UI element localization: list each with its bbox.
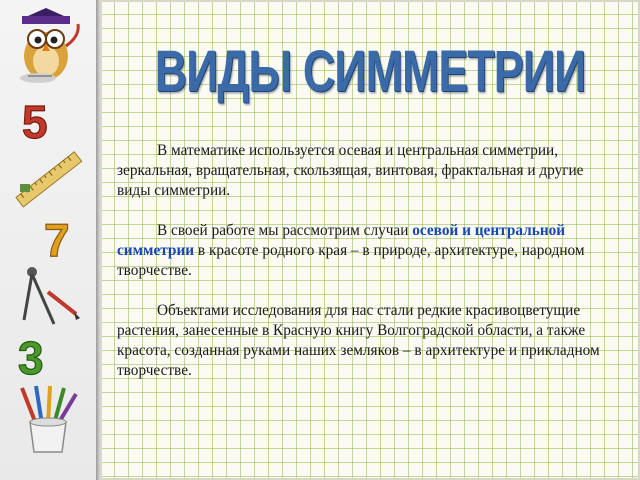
- digit-seven: [40, 212, 84, 262]
- compass-icon: [14, 262, 84, 332]
- paragraph-text: В своей работе мы рассмотрим случаи: [157, 222, 413, 239]
- digit-seven-text: 7: [44, 214, 70, 262]
- owl-teacher-icon: [8, 6, 88, 86]
- paragraph-research-cases: [117, 221, 607, 281]
- digit-five-text: 5: [22, 98, 48, 144]
- highlighted-term: осевой и центральной симметрии: [117, 222, 566, 259]
- digit-three-text: 3: [18, 334, 44, 380]
- ruler-icon: [6, 148, 90, 212]
- decorative-sidebar: [0, 0, 96, 480]
- pencil-cup-icon: [12, 384, 84, 456]
- digit-five: [16, 98, 66, 144]
- paragraph-text: в красоте родного края – в природе, архитектуре, народном творчестве.: [117, 242, 585, 279]
- paragraph-research-objects: Объектами исследования для нас стали редкие красивоцветущие растения, занесенные в Красную книгу Волгоградской области, а также красота, созданная руками наших земляков – в архитектуре и прикладном творчестве.: [117, 302, 600, 379]
- slide-title: ВИДЫ СИММЕТРИИ: [154, 39, 586, 105]
- slide-body: [117, 141, 607, 381]
- paragraph-symmetry-types: В математике используется осевая и центральная симметрии, зеркальная, вращательная, скользящая, винтовая, фрактальная и другие виды симметрии.: [117, 142, 584, 199]
- paragraph-gap: [117, 201, 607, 221]
- digit-three: [14, 334, 62, 380]
- paragraph-gap: [117, 281, 607, 301]
